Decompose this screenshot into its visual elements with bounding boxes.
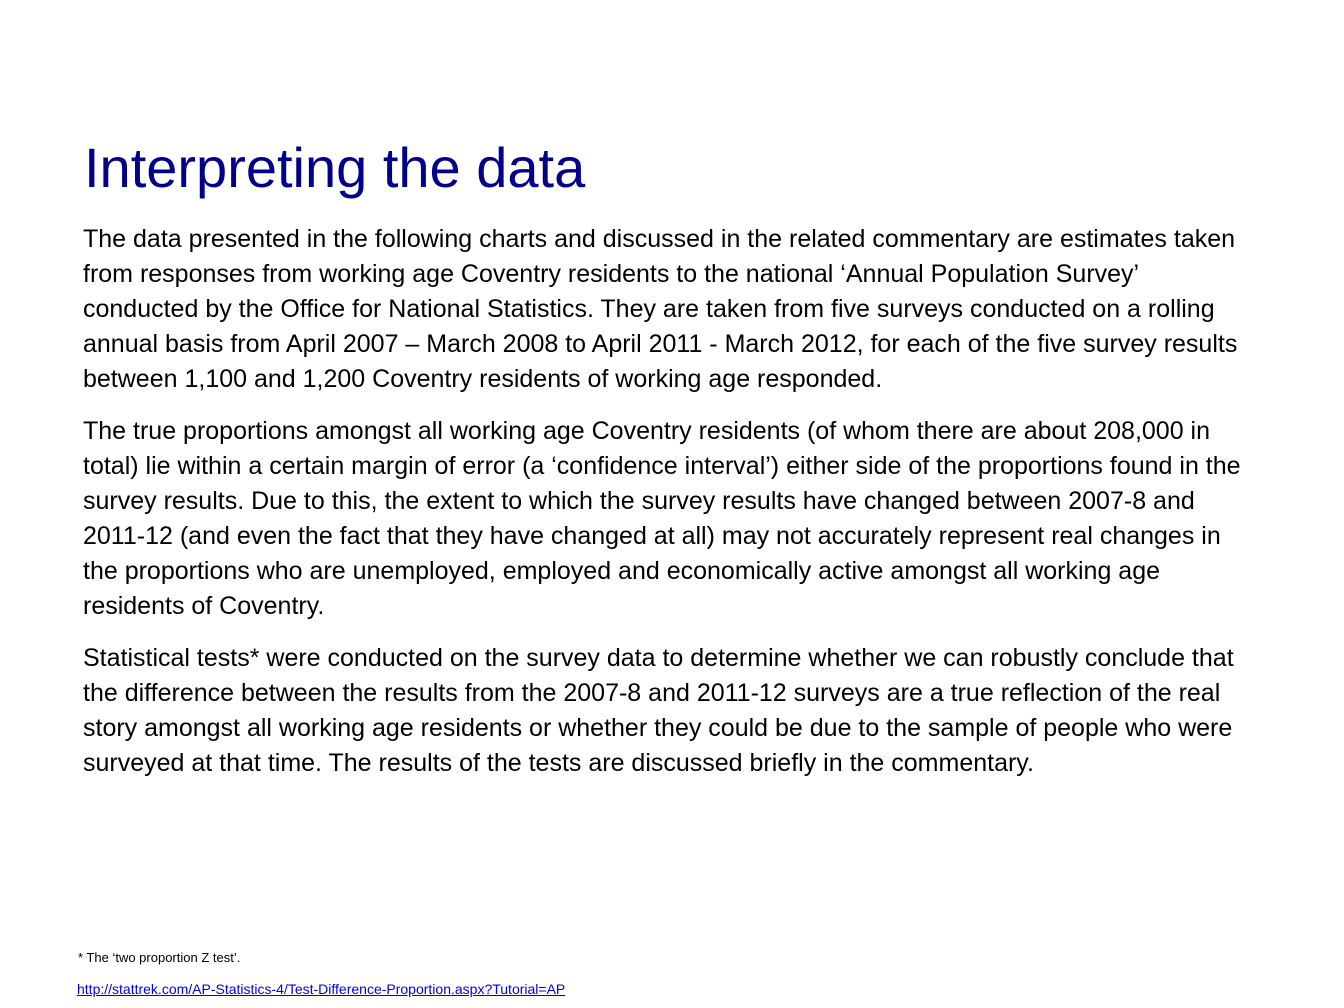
footnote: * The ‘two proportion Z test’.	[78, 950, 241, 965]
reference-link[interactable]: http://stattrek.com/AP-Statistics-4/Test-Difference-Proportion.aspx?Tutorial=AP	[77, 981, 566, 997]
body-text	[83, 222, 1255, 798]
paragraph-survey-source: The data presented in the following charts and discussed in the related commentary are estimates taken from responses from working age Coventry residents to the national ‘Annual Population Survey’ conducted by the Office for National Statistics. They are taken from five surveys conducted on a rolling annual basis from April 2007 – March 2008 to April 2011 - March 2012, for each of the five survey results between 1,100 and 1,200 Coventry residents of working age responded.	[83, 225, 1238, 393]
paragraph-statistical-tests: Statistical tests* were conducted on the survey data to determine whether we can robustly conclude that the difference between the results from the 2007-8 and 2011-12 surveys are a true reflection of the real story amongst all working age residents or whether they could be due to the sample of people who were surveyed at that time. The results of the tests are discussed briefly in the commentary.	[83, 644, 1234, 777]
page-title: Interpreting the data	[84, 136, 586, 199]
paragraph-confidence-interval: The true proportions amongst all working age Coventry residents (of whom there are about 208,000 in total) lie within a certain margin of error (a ‘confidence interval’) either side of the proportions found in the survey results. Due to this, the extent to which the survey results have changed between 2007-8 and 2011-12 (and even the fact that they have changed at all) may not accurately represent real changes in the proportions who are unemployed, employed and economically active amongst all working age residents of Coventry.	[83, 417, 1241, 620]
